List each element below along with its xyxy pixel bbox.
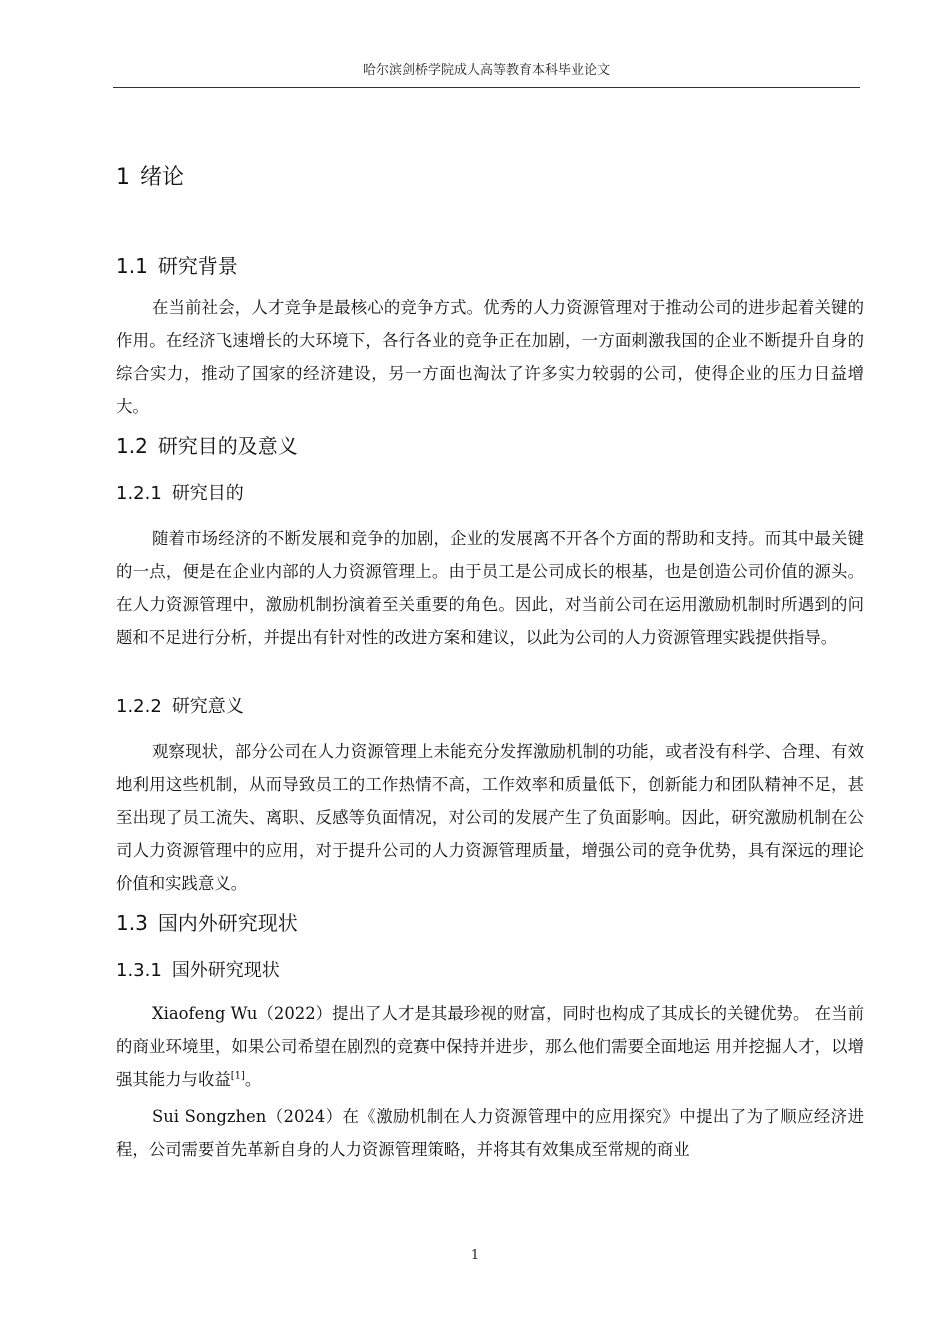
section-heading-1-1: [116, 252, 238, 280]
subsection-title: 研究目的: [171, 483, 244, 504]
subsection-heading-1-3-1: [116, 958, 280, 984]
paragraph-research-significance: 观察现状，部分公司在人力资源管理上未能充分发挥激励机制的功能，或者没有科学、合理、有效地利用这些机制，从而导致员工的工作热情不高，工作效率和质量低下，创新能力和团队精神不足，甚至出现了员工流失、离职、反感等负面情况，对公司的发展产生了负面影响。因此，研究激励机制在公司人力资源管理中的应用，对于提升公司的人力资源管理质量，增强公司的竞争优势，具有深远的理论价值和实践意义。: [116, 742, 864, 893]
subsection-heading-1-2-2: [116, 694, 244, 720]
paragraph-end: 。: [244, 1070, 262, 1089]
running-header: 哈尔滨剑桥学院成人高等教育本科毕业论文: [362, 63, 610, 78]
citation-ref: [1]: [230, 1070, 245, 1082]
section-heading-1-2: [116, 432, 298, 460]
section-title: 国内外研究现状: [157, 911, 298, 935]
section-title: 研究目的及意义: [157, 434, 298, 458]
chapter-number: 1: [116, 165, 130, 190]
subsection-number: 1.2.1: [116, 483, 162, 504]
section-heading-1-3: [116, 909, 298, 937]
subsection-heading-1-2-1: [116, 481, 244, 507]
section-number: 1.1: [116, 254, 148, 278]
paragraph-foreign-research-1: [116, 997, 864, 1096]
paragraph-research-background: 在当前社会，人才竞争是最核心的竞争方式。优秀的人力资源管理对于推动公司的进步起着关键的作用。在经济飞速增长的大环境下，各行各业的竞争正在加剧，一方面刺激我国的企业不断提升自身的综合实力，推动了国家的经济建设，另一方面也淘汰了许多实力较弱的公司，使得企业的压力日益增大。: [116, 298, 864, 416]
paragraph-foreign-research-2: Sui Songzhen（2024）在《激励机制在人力资源管理中的应用探究》中提出了为了顺应经济进程，公司需要首先革新自身的人力资源管理策略，并将其有效集成至常规的商业: [116, 1107, 864, 1159]
subsection-title: 研究意义: [171, 696, 244, 717]
section-number: 1.2: [116, 434, 148, 458]
section-number: 1.3: [116, 911, 148, 935]
subsection-number: 1.2.2: [116, 696, 162, 717]
subsection-title: 国外研究现状: [171, 960, 280, 981]
page-number: 1: [470, 1248, 480, 1263]
paragraph-text: Xiaofeng Wu（2022）提出了人才是其最珍视的财富，同时也构成了其成长的关键优势。 在当前的商业环境里，如果公司希望在剧烈的竞赛中保持并进步，那么他们需要全面地运 用并挖掘人才，以增强其能力与收益: [116, 1004, 864, 1089]
chapter-heading: [116, 163, 184, 193]
section-title: 研究背景: [157, 254, 238, 278]
subsection-number: 1.3.1: [116, 960, 162, 981]
paragraph-research-purpose: 随着市场经济的不断发展和竞争的加剧，企业的发展离不开各个方面的帮助和支持。而其中最关键的一点，便是在企业内部的人力资源管理上。由于员工是公司成长的根基，也是创造公司价值的源头。在人力资源管理中，激励机制扮演着至关重要的角色。因此，对当前公司在运用激励机制时所遇到的问题和不足进行分析，并提出有针对性的改进方案和建议，以此为公司的人力资源管理实践提供指导。: [116, 529, 864, 647]
header-rule: [113, 87, 860, 88]
chapter-title: 绪论: [140, 165, 185, 190]
